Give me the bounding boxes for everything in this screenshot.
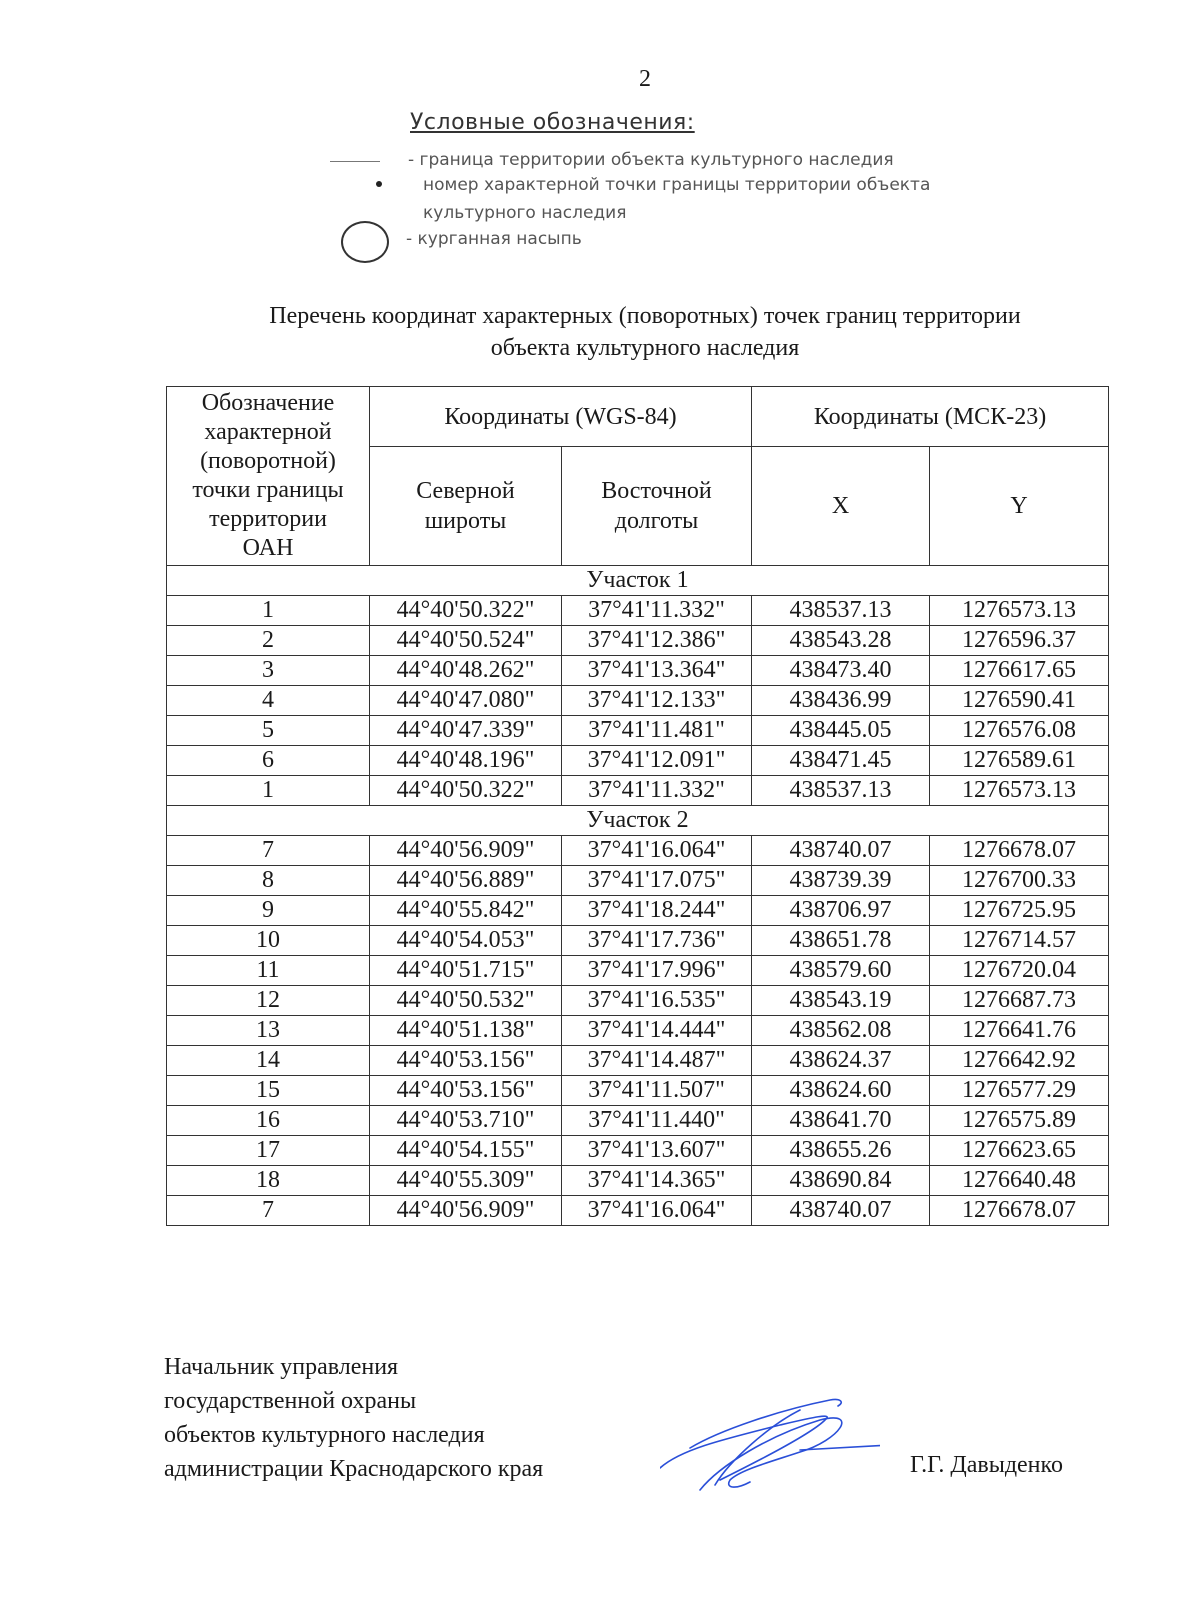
legend-item-point: номер характерной точки границы территории объекта — [423, 175, 931, 195]
table-row — [167, 1136, 1109, 1166]
header-north-latitude: Северной широты — [370, 447, 562, 566]
east-longitude-cell: 37°41'11.481" — [562, 716, 752, 746]
point-number-cell: 12 — [167, 986, 370, 1016]
point-number-cell: 10 — [167, 926, 370, 956]
x-coordinate-cell: 438651.78 — [752, 926, 930, 956]
x-coordinate-cell: 438471.45 — [752, 746, 930, 776]
north-latitude-cell: 44°40'54.155" — [370, 1136, 562, 1166]
table-row — [167, 626, 1109, 656]
point-number-cell: 13 — [167, 1016, 370, 1046]
y-coordinate-cell: 1276678.07 — [930, 836, 1109, 866]
x-coordinate-cell: 438690.84 — [752, 1166, 930, 1196]
point-number-cell: 8 — [167, 866, 370, 896]
x-coordinate-cell: 438543.28 — [752, 626, 930, 656]
east-longitude-cell: 37°41'17.736" — [562, 926, 752, 956]
y-coordinate-cell: 1276575.89 — [930, 1106, 1109, 1136]
point-number-cell: 7 — [167, 836, 370, 866]
point-number-cell: 15 — [167, 1076, 370, 1106]
point-number-cell: 9 — [167, 896, 370, 926]
east-longitude-cell: 37°41'11.440" — [562, 1106, 752, 1136]
east-longitude-cell: 37°41'18.244" — [562, 896, 752, 926]
position-line-3: объектов культурного наследия — [164, 1422, 485, 1448]
east-longitude-cell: 37°41'14.444" — [562, 1016, 752, 1046]
x-coordinate-cell: 438562.08 — [752, 1016, 930, 1046]
table-row — [167, 1196, 1109, 1226]
header-msk23: Координаты (МСК-23) — [752, 387, 1109, 447]
north-latitude-cell: 44°40'50.322" — [370, 776, 562, 806]
north-latitude-cell: 44°40'50.524" — [370, 626, 562, 656]
y-coordinate-cell: 1276687.73 — [930, 986, 1109, 1016]
east-longitude-cell: 37°41'14.365" — [562, 1166, 752, 1196]
east-longitude-cell: 37°41'12.091" — [562, 746, 752, 776]
x-coordinate-cell: 438436.99 — [752, 686, 930, 716]
x-coordinate-cell: 438740.07 — [752, 1196, 930, 1226]
y-coordinate-cell: 1276573.13 — [930, 776, 1109, 806]
x-coordinate-cell: 438445.05 — [752, 716, 930, 746]
y-coordinate-cell: 1276617.65 — [930, 656, 1109, 686]
table-row — [167, 926, 1109, 956]
table-row — [167, 836, 1109, 866]
east-longitude-cell: 37°41'16.064" — [562, 836, 752, 866]
coordinates-table — [166, 386, 1109, 1226]
point-number-cell: 7 — [167, 1196, 370, 1226]
table-caption — [130, 300, 1160, 364]
point-number-cell: 2 — [167, 626, 370, 656]
position-line-1: Начальник управления — [164, 1354, 399, 1380]
north-latitude-cell: 44°40'56.909" — [370, 1196, 562, 1226]
east-longitude-cell: 37°41'13.364" — [562, 656, 752, 686]
table-row — [167, 686, 1109, 716]
y-coordinate-cell: 1276576.08 — [930, 716, 1109, 746]
point-number-cell: 3 — [167, 656, 370, 686]
table-row — [167, 716, 1109, 746]
point-number-cell: 6 — [167, 746, 370, 776]
point-number-cell: 14 — [167, 1046, 370, 1076]
east-longitude-cell: 37°41'17.996" — [562, 956, 752, 986]
position-line-2: государственной охраны — [164, 1388, 417, 1414]
north-latitude-cell: 44°40'53.710" — [370, 1106, 562, 1136]
x-coordinate-cell: 438739.39 — [752, 866, 930, 896]
east-longitude-cell: 37°41'13.607" — [562, 1136, 752, 1166]
point-number-cell: 5 — [167, 716, 370, 746]
table-row — [167, 656, 1109, 686]
point-number-cell: 18 — [167, 1166, 370, 1196]
x-coordinate-cell: 438473.40 — [752, 656, 930, 686]
north-latitude-cell: 44°40'54.053" — [370, 926, 562, 956]
y-coordinate-cell: 1276573.13 — [930, 596, 1109, 626]
y-coordinate-cell: 1276590.41 — [930, 686, 1109, 716]
header-y: Y — [930, 447, 1109, 566]
legend-item-point-cont: культурного наследия — [423, 203, 627, 223]
signatory-name: Г.Г. Давыденко — [910, 1452, 1063, 1478]
point-number-cell: 1 — [167, 776, 370, 806]
y-coordinate-cell: 1276640.48 — [930, 1166, 1109, 1196]
header-east-longitude: Восточной долготы — [562, 447, 752, 566]
x-coordinate-cell: 438537.13 — [752, 596, 930, 626]
y-coordinate-cell: 1276623.65 — [930, 1136, 1109, 1166]
table-body — [167, 566, 1109, 1226]
caption-line-2: объекта культурного наследия — [490, 335, 800, 361]
table-row — [167, 1046, 1109, 1076]
section-row — [167, 566, 1109, 596]
east-longitude-cell: 37°41'12.386" — [562, 626, 752, 656]
east-longitude-cell: 37°41'16.535" — [562, 986, 752, 1016]
table-row — [167, 1166, 1109, 1196]
page-number: 2 — [639, 66, 651, 92]
point-number-cell: 4 — [167, 686, 370, 716]
section-title: Участок 2 — [167, 806, 1109, 836]
table-row — [167, 896, 1109, 926]
north-latitude-cell: 44°40'51.715" — [370, 956, 562, 986]
position-line-4: администрации Краснодарского края — [164, 1456, 544, 1482]
east-longitude-cell: 37°41'14.487" — [562, 1046, 752, 1076]
north-latitude-cell: 44°40'50.532" — [370, 986, 562, 1016]
table-row — [167, 596, 1109, 626]
handwritten-signature — [660, 1390, 880, 1500]
point-number-cell: 17 — [167, 1136, 370, 1166]
header-point-designation: Обозначение характерной (поворотной) точки границы территории ОАН — [167, 387, 370, 566]
east-longitude-cell: 37°41'16.064" — [562, 1196, 752, 1226]
x-coordinate-cell: 438655.26 — [752, 1136, 930, 1166]
east-longitude-cell: 37°41'11.332" — [562, 776, 752, 806]
table-row — [167, 986, 1109, 1016]
x-coordinate-cell: 438543.19 — [752, 986, 930, 1016]
x-coordinate-cell: 438641.70 — [752, 1106, 930, 1136]
x-coordinate-cell: 438706.97 — [752, 896, 930, 926]
east-longitude-cell: 37°41'11.507" — [562, 1076, 752, 1106]
table-row — [167, 746, 1109, 776]
y-coordinate-cell: 1276589.61 — [930, 746, 1109, 776]
caption-line-1: Перечень координат характерных (поворотных) точек границ территории — [269, 303, 1021, 329]
header-wgs84: Координаты (WGS-84) — [370, 387, 752, 447]
north-latitude-cell: 44°40'53.156" — [370, 1046, 562, 1076]
x-coordinate-cell: 438579.60 — [752, 956, 930, 986]
y-coordinate-cell: 1276641.76 — [930, 1016, 1109, 1046]
north-latitude-cell: 44°40'47.339" — [370, 716, 562, 746]
north-latitude-cell: 44°40'53.156" — [370, 1076, 562, 1106]
east-longitude-cell: 37°41'17.075" — [562, 866, 752, 896]
north-latitude-cell: 44°40'48.262" — [370, 656, 562, 686]
boundary-line-symbol — [330, 161, 380, 162]
north-latitude-cell: 44°40'55.842" — [370, 896, 562, 926]
legend-item-boundary: - граница территории объекта культурного наследия — [408, 150, 894, 170]
legend-item-mound: - курганная насыпь — [406, 229, 582, 249]
x-coordinate-cell: 438624.37 — [752, 1046, 930, 1076]
x-coordinate-cell: 438537.13 — [752, 776, 930, 806]
point-number-cell: 16 — [167, 1106, 370, 1136]
y-coordinate-cell: 1276577.29 — [930, 1076, 1109, 1106]
header-x: X — [752, 447, 930, 566]
east-longitude-cell: 37°41'11.332" — [562, 596, 752, 626]
table-row — [167, 776, 1109, 806]
east-longitude-cell: 37°41'12.133" — [562, 686, 752, 716]
y-coordinate-cell: 1276714.57 — [930, 926, 1109, 956]
x-coordinate-cell: 438740.07 — [752, 836, 930, 866]
table-row — [167, 956, 1109, 986]
north-latitude-cell: 44°40'50.322" — [370, 596, 562, 626]
x-coordinate-cell: 438624.60 — [752, 1076, 930, 1106]
y-coordinate-cell: 1276720.04 — [930, 956, 1109, 986]
table-row — [167, 1106, 1109, 1136]
table-row — [167, 1076, 1109, 1106]
north-latitude-cell: 44°40'55.309" — [370, 1166, 562, 1196]
table-row — [167, 866, 1109, 896]
y-coordinate-cell: 1276678.07 — [930, 1196, 1109, 1226]
table-row — [167, 1016, 1109, 1046]
north-latitude-cell: 44°40'56.909" — [370, 836, 562, 866]
point-number-cell: 1 — [167, 596, 370, 626]
point-marker-icon — [376, 181, 382, 187]
north-latitude-cell: 44°40'51.138" — [370, 1016, 562, 1046]
section-title: Участок 1 — [167, 566, 1109, 596]
north-latitude-cell: 44°40'56.889" — [370, 866, 562, 896]
north-latitude-cell: 44°40'48.196" — [370, 746, 562, 776]
y-coordinate-cell: 1276700.33 — [930, 866, 1109, 896]
north-latitude-cell: 44°40'47.080" — [370, 686, 562, 716]
legend-title: Условные обозначения: — [410, 110, 695, 135]
signature-position — [164, 1350, 543, 1486]
y-coordinate-cell: 1276725.95 — [930, 896, 1109, 926]
y-coordinate-cell: 1276642.92 — [930, 1046, 1109, 1076]
y-coordinate-cell: 1276596.37 — [930, 626, 1109, 656]
point-number-cell: 11 — [167, 956, 370, 986]
mound-circle-icon — [341, 221, 389, 263]
section-row — [167, 806, 1109, 836]
